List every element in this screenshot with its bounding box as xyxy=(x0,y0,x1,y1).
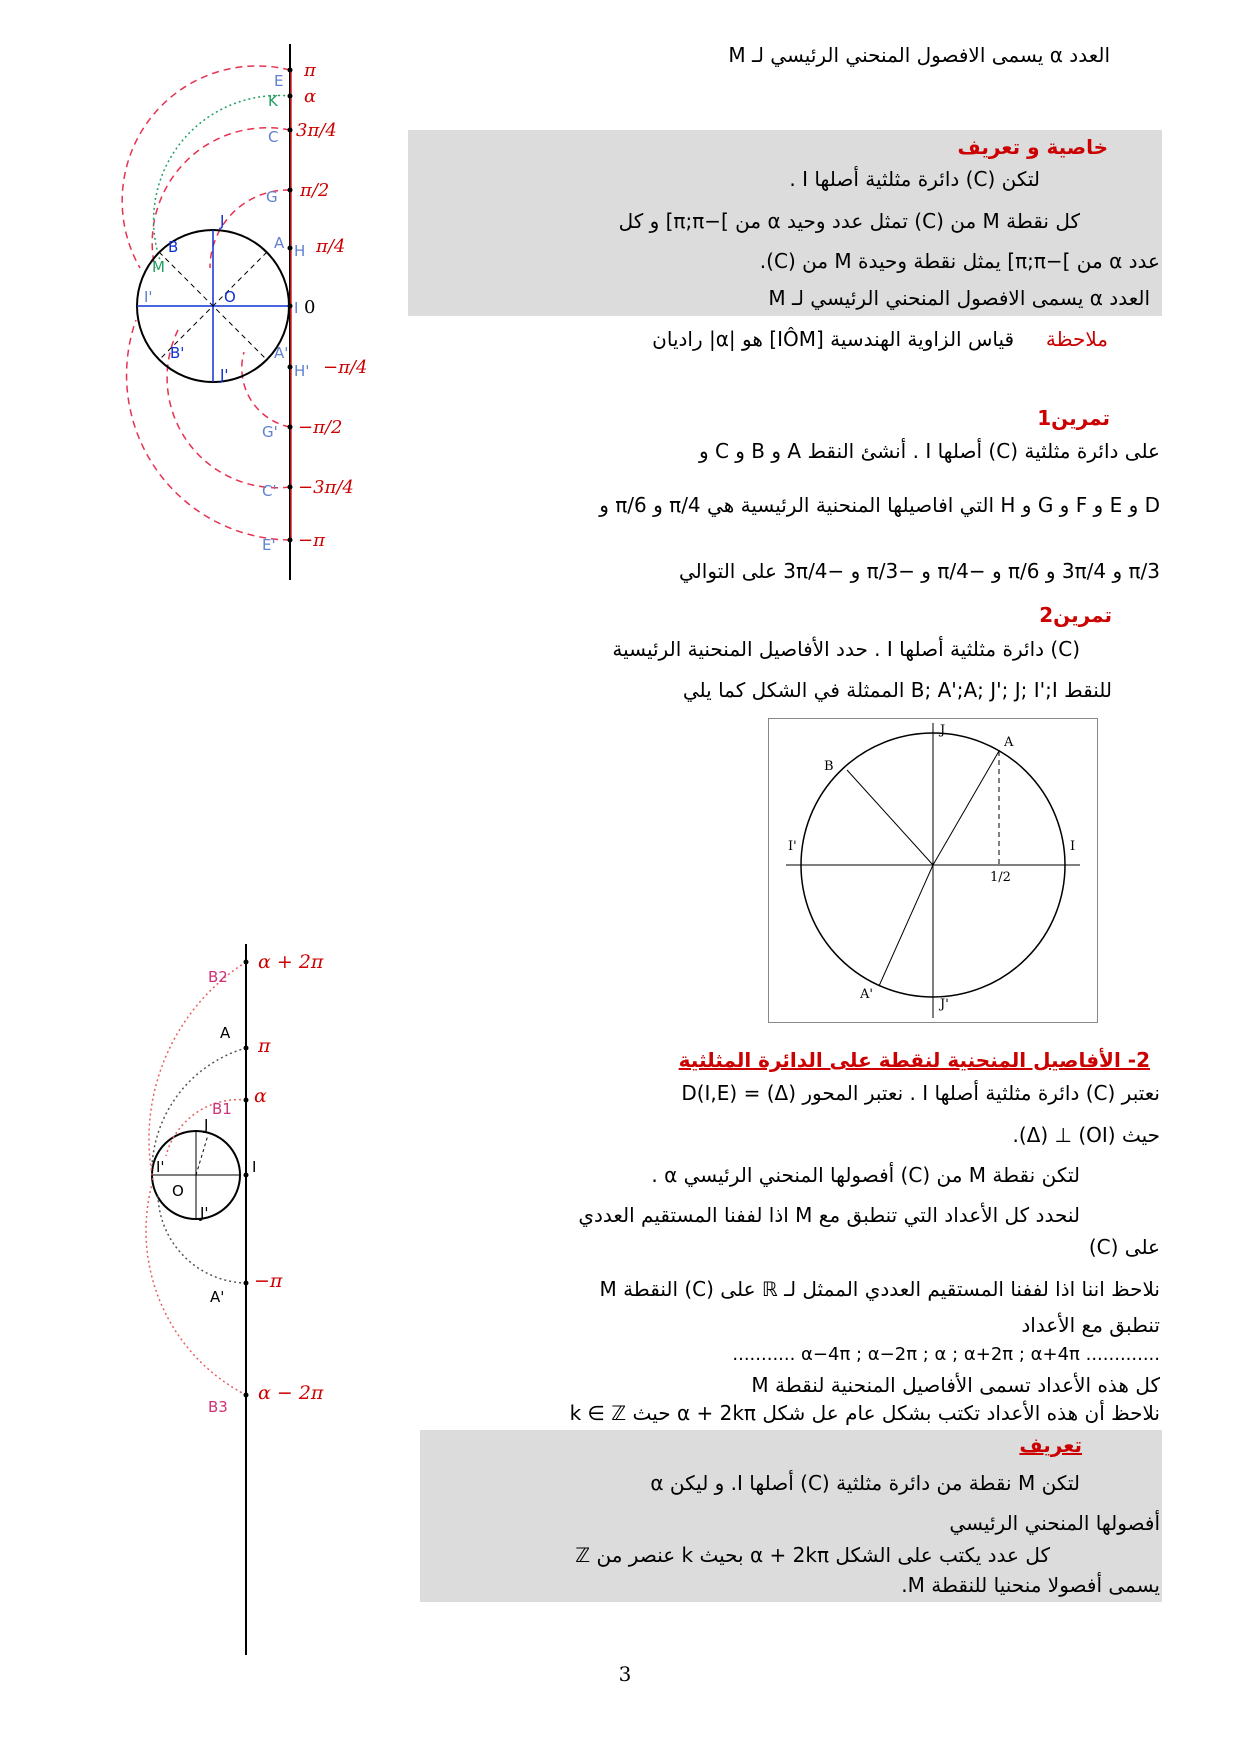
axis-label: −π xyxy=(298,530,325,551)
point-label: B2 xyxy=(208,968,228,986)
point-label: A xyxy=(274,234,285,252)
point-label: O xyxy=(224,288,236,306)
note xyxy=(420,324,1108,354)
exercise-2-line-2: للنقط B; A';A; J'; J; I';I الممثلة في الشكل كما يلي xyxy=(682,678,1112,702)
point-label: C xyxy=(268,128,279,146)
point-label: G xyxy=(266,188,278,206)
point-label: H xyxy=(294,242,306,260)
property-line-4: العدد α يسمى الافصول المنحني الرئيسي لـ M xyxy=(768,286,1150,310)
point-label: B' xyxy=(170,344,185,362)
definition-line-4: يسمى أفصولا منحنيا للنقطة M. xyxy=(901,1573,1160,1597)
point-label: A xyxy=(1004,735,1014,750)
axis-label: π xyxy=(304,60,316,81)
figure-winding-axis-bottom xyxy=(48,940,358,1660)
point-label: I' xyxy=(144,288,153,306)
point-label: J' xyxy=(200,1204,209,1222)
section-2-line-1: نعتبر (C) دائرة مثلثية أصلها I . نعتبر المحور (Δ) = D(I,E) xyxy=(681,1081,1160,1105)
property-line-3: عدد α من ]−π;π] يمثل نقطة وحيدة M من (C). xyxy=(759,249,1160,273)
property-line-2: كل نقطة M من (C) تمثل عدد وحيد α من ]−π;π] و كل xyxy=(618,209,1080,233)
axis-label: α + 2π xyxy=(258,951,324,973)
exercise-2-title: تمرين2 xyxy=(1039,603,1112,627)
axis-label: α xyxy=(254,1085,267,1107)
section-2-line-6: نلاحظ اننا اذا لففنا المستقيم العددي الممثل لـ ℝ على (C) النقطة M xyxy=(599,1277,1160,1301)
axis-label: −π/4 xyxy=(323,357,368,378)
axis-label: α xyxy=(304,86,317,107)
point-label: C' xyxy=(262,482,277,500)
exercise-1-title: تمرين1 xyxy=(1037,406,1110,430)
section-2-line-4: لنحدد كل الأعداد التي تنطبق مع M اذا لففنا المستقيم العددي xyxy=(578,1203,1080,1227)
point-label: A xyxy=(220,1024,231,1042)
point-label: B xyxy=(168,238,179,256)
definition-line-2: أفصولها المنحني الرئيسي xyxy=(949,1511,1160,1535)
section-2-title: 2- الأفاصيل المنحنية لنقطة على الدائرة المثلثية xyxy=(678,1048,1150,1072)
definition-line-3: كل عدد يكتب على الشكل α + 2kπ بحيث k عنصر من ℤ xyxy=(575,1543,1050,1567)
exercise-2-line-1: (C) دائرة مثلثية أصلها I . حدد الأفاصيل المنحنية الرئيسية xyxy=(612,637,1080,661)
point-label: I xyxy=(252,1158,257,1176)
figure-trig-circle-exercise xyxy=(768,718,1098,1023)
point-label: E xyxy=(274,72,284,90)
section-2-line-10: نلاحظ أن هذه الأعداد تكتب بشكل عام عل شكل α + 2kπ حيث k ∈ ℤ xyxy=(569,1401,1160,1425)
point-label: B1 xyxy=(212,1100,232,1118)
axis-label: π/2 xyxy=(300,180,330,201)
point-label: J' xyxy=(220,366,229,384)
section-2-line-7: تنطبق مع الأعداد xyxy=(1021,1313,1160,1337)
point-label: B xyxy=(824,759,834,774)
note-label: ملاحظة xyxy=(1045,327,1108,351)
intro-line: العدد α يسمى الافصول المنحني الرئيسي لـ M xyxy=(728,43,1110,67)
point-label: I' xyxy=(156,1158,165,1176)
axis-label: −π xyxy=(254,1270,283,1292)
point-label: A' xyxy=(210,1288,225,1306)
point-label: B3 xyxy=(208,1398,228,1416)
point-label: I xyxy=(294,299,299,317)
axis-label: −3π/4 xyxy=(298,477,354,498)
axis-label: π/4 xyxy=(316,236,346,257)
point-label: G' xyxy=(262,423,278,441)
point-label: M xyxy=(152,258,165,276)
section-2-line-8: ........... α−4π ; α−2π ; α ; α+2π ; α+4π ............. xyxy=(732,1344,1160,1365)
axis-label: 3π/4 xyxy=(296,120,337,141)
point-label: K xyxy=(268,92,278,110)
section-2-line-5: على (C) xyxy=(1088,1235,1160,1259)
definition-line-1: لتكن M نقطة من دائرة مثلثية (C) أصلها I. و ليكن α xyxy=(650,1471,1080,1495)
point-label: A' xyxy=(274,344,289,362)
section-2-line-2: حيث (OI) ⊥ (Δ). xyxy=(1012,1123,1160,1147)
point-label: H' xyxy=(294,362,310,380)
point-label: J' xyxy=(940,997,949,1012)
exercise-1-line-1: على دائرة مثلثية (C) أصلها I . أنشئ النقط A و B و C و xyxy=(698,439,1160,463)
axis-label: α − 2π xyxy=(258,1382,324,1404)
point-label: I' xyxy=(788,839,797,854)
property-title: خاصية و تعريف xyxy=(957,135,1108,159)
section-2-line-9: كل هذه الأعداد تسمى الأفاصيل المنحنية لنقطة M xyxy=(751,1373,1160,1397)
point-label: I xyxy=(1070,839,1076,854)
axis-label: −π/2 xyxy=(298,417,343,438)
point-label: J xyxy=(220,212,225,230)
section-2-line-3: لتكن نقطة M من (C) أفصولها المنحني الرئيسي α . xyxy=(651,1163,1080,1187)
axis-label: 0 xyxy=(304,297,316,318)
definition-title: تعريف xyxy=(1019,1433,1082,1457)
exercise-1-line-3: π/3 و 3π/4 و π/6 و −π/4 و −π/3 و −3π/4 على التوالي xyxy=(679,559,1160,583)
point-label: J xyxy=(204,1116,209,1134)
axis-label: π xyxy=(258,1035,271,1057)
point-label: E' xyxy=(262,536,276,554)
figure-winding-axis-top xyxy=(48,40,368,585)
point-label: 1/2 xyxy=(990,870,1011,885)
exercise-1-line-2: D و E و F و G و H التي افاصيلها المنحنية الرئيسية هي π/4 و π/6 و xyxy=(599,493,1160,517)
page-number: 3 xyxy=(618,1662,632,1686)
point-label: O xyxy=(172,1182,184,1200)
point-label: J xyxy=(940,723,946,738)
property-line-1: لتكن (C) دائرة مثلثية أصلها I . xyxy=(789,167,1040,191)
note-text: قياس الزاوية الهندسية [IÔM] هو |α| راديان xyxy=(652,327,1015,351)
point-label: A' xyxy=(860,987,873,1002)
